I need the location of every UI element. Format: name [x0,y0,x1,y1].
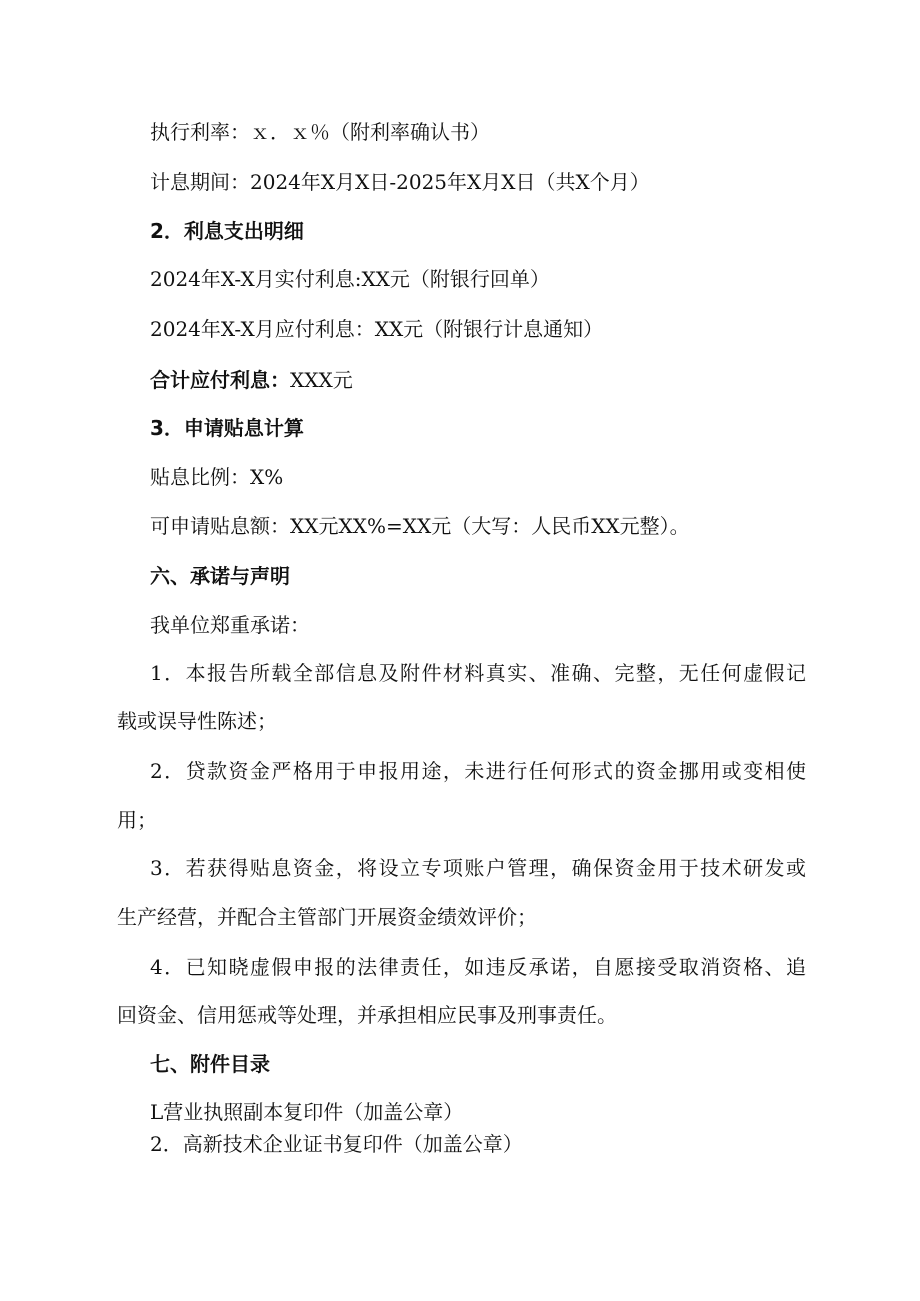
section7-heading: 七、附件目录 [150,1052,270,1076]
promise3-line1: 3．若获得贴息资金，将设立专项账户管理，确保资金用于技术研发或 [150,856,806,880]
section2-heading: 2．利息支出明细 [150,219,304,243]
total-interest-value: XXX元 [290,368,353,392]
paid-interest-line: 2024年X-X月实付利息:XX元（附银行回单） [150,267,550,291]
promise4-line2: 回资金、信用惩戒等处理，并承担相应民事及刑事责任。 [117,1003,617,1027]
subsidy-amount-line: 可申请贴息额：XX元XX%=XX元（大写：人民币XX元整）。 [150,514,690,538]
interest-rate-line: 执行利率：ｘ．ｘ％（附利率确认书） [150,120,490,144]
subsidy-ratio-line: 贴息比例：X% [150,465,284,489]
attachment-item-1: L营业执照副本复印件（加盖公章） [150,1100,464,1124]
promise4-line1: 4．已知晓虚假申报的法律责任，如违反承诺，自愿接受取消资格、追 [150,955,806,979]
total-interest-label: 合计应付利息： [150,368,290,392]
promise3-line2: 生产经营，并配合主管部门开展资金绩效评价； [117,905,537,929]
total-interest-line [150,366,353,394]
promise-intro: 我单位郑重承诺： [150,613,310,637]
section3-heading: 3．申请贴息计算 [150,416,304,440]
interest-period-line: 计息期间：2024年X月X日-2025年X月X日（共X个月） [150,170,650,194]
promise2-line1: 2．贷款资金严格用于申报用途，未进行任何形式的资金挪用或变相使 [150,759,806,783]
section6-heading: 六、承诺与声明 [150,564,290,588]
promise2-line2: 用； [117,808,157,832]
payable-interest-line: 2024年X-X月应付利息：XX元（附银行计息通知） [150,317,604,341]
attachment-item-2: 2．高新技术企业证书复印件（加盖公章） [150,1132,523,1156]
promise1-line1: 1．本报告所载全部信息及附件材料真实、准确、完整，无任何虚假记 [150,661,806,685]
promise1-line2: 载或误导性陈述； [117,709,277,733]
